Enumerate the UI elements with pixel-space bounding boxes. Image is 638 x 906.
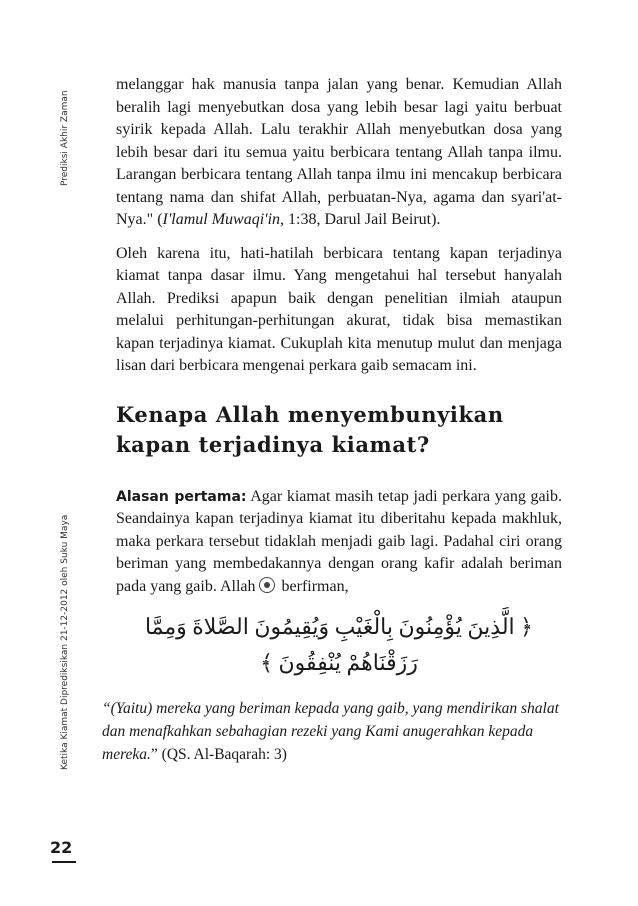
verse-translation xyxy=(102,697,562,766)
honorific-symbol-icon xyxy=(259,577,275,593)
page-number: 22 xyxy=(50,838,73,857)
running-header-chapter-title: Ketika Kiamat Diprediksikan 21-12-2012 oleh Suku Maya xyxy=(60,514,70,770)
source-title: I'lamul Muwaqi'in xyxy=(162,211,281,228)
paragraph-3-tail: berfirman, xyxy=(277,577,349,595)
running-header-book-title: Prediksi Akhir Zaman xyxy=(60,90,70,186)
section-heading: Kenapa Allah menyembunyikan kapan terjadinya kiamat? xyxy=(116,401,504,457)
translation-text: “(Yaitu) mereka yang beriman kepada yang gaib, yang mendirikan shalat dan menafkahkan sebahagian rezeki yang Kami anugerahkan kepada mereka. xyxy=(102,699,559,763)
source-details: , 1:38, Darul Jail Beirut). xyxy=(280,211,441,228)
paragraph-3 xyxy=(116,486,562,599)
reason-label: Alasan pertama: xyxy=(116,488,247,505)
verse-reference: ” (QS. Al-Baqarah: 3) xyxy=(150,745,287,763)
paragraph-3-text: Agar kiamat masih tetap jadi perkara yang gaib. Seandainya kapan terjadinya kiamat itu diberitahu kepada makhluk, maka perkara tersebut tidaklah menjadi gaib lagi. Padahal ciri orang beriman yang membedakannya dengan orang kafir adalah beriman pada yang gaib. Allah xyxy=(116,487,562,595)
page-body xyxy=(102,74,562,781)
arabic-verse: ﴿ الَّذِينَ يُؤْمِنُونَ بِالْغَيْبِ وَيُقِيمُونَ الصَّلاةَ وَمِمَّا رَزَقْنَاهُمْ يُنْفِقُونَ ﴾ xyxy=(144,614,534,675)
paragraph-1-text: melanggar hak manusia tanpa jalan yang benar. Kemudian Allah beralih lagi menyebutkan dosa yang lebih besar lagi yaitu berbuat syirik kepada Allah. Lalu terakhir Allah menyebutkan dosa yang lebih besar dari itu semua yaitu berbicara tentang Allah tanpa ilmu. Larangan berbicara tentang Allah tanpa ilmu ini mencakup berbicara tentang nama dan shifat Allah, perbuatan-Nya, agama dan syari'at-Nya." ( xyxy=(116,76,562,228)
paragraph-2: Oleh karena itu, hati-hatilah berbicara tentang kapan terjadinya kiamat tanpa dasar ilmu. Yang mengetahui hal tersebut hanyalah Allah. Prediksi apapun baik dengan penelitian ilmiah ataupun melalui perhitungan-perhitungan akurat, tidak bisa memastikan kapan terjadinya kiamat. Cukuplah kita menutup mulut dan menjaga lisan dari berbicara mengenai perkara gaib semacam ini. xyxy=(116,244,562,374)
page-number-rule xyxy=(52,861,76,863)
paragraph-1 xyxy=(116,74,562,232)
